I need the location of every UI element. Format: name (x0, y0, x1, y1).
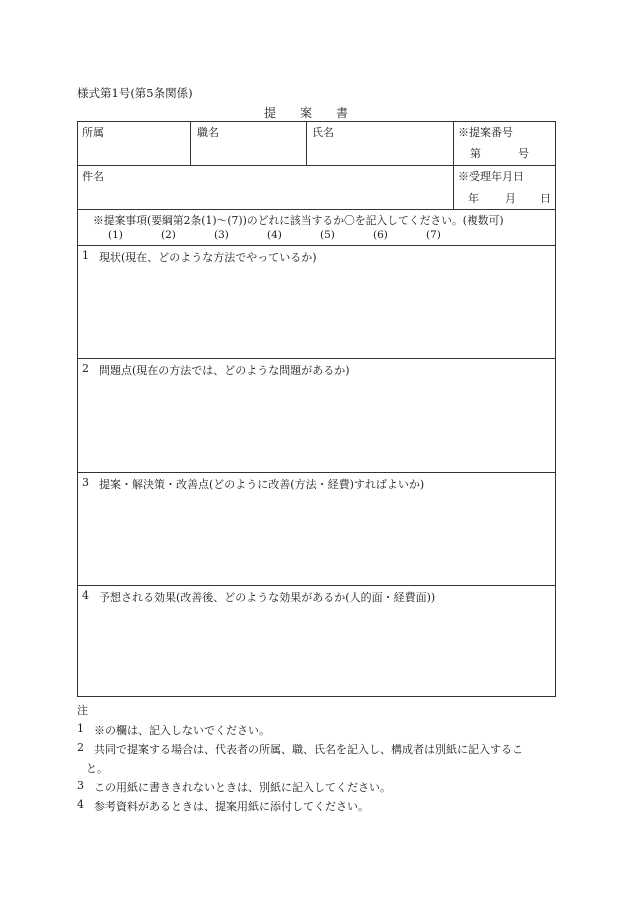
row-divider (77, 165, 556, 166)
note-number: 3 (77, 779, 84, 792)
col-divider (306, 121, 307, 165)
row-divider (77, 472, 556, 473)
col-divider (453, 121, 454, 209)
note-text: ※の欄は、記入しないでください。 (94, 724, 270, 737)
form-code: 様式第1号(第5条関係) (77, 86, 193, 100)
month-label: 月 (505, 192, 516, 205)
page-title (264, 104, 372, 121)
item-option: (7) (426, 229, 441, 241)
row-divider (77, 245, 556, 246)
item-option: (2) (161, 229, 176, 241)
position-label: 職名 (197, 126, 219, 139)
subject-label: 件名 (82, 170, 104, 183)
item-option: (3) (214, 229, 229, 241)
section-number: 1 (82, 249, 89, 262)
section-number: 3 (82, 476, 89, 489)
title-char: 書 (336, 106, 349, 120)
note-item (77, 722, 270, 737)
received-date-label: ※受理年月日 (458, 170, 524, 183)
row-divider (77, 585, 556, 586)
note-item (77, 741, 523, 756)
section-problems-label: 問題点(現在の方法では、どのような問題があるか) (99, 364, 350, 377)
notes-heading: 注 (77, 704, 88, 717)
section-current-state-label: 現状(現在、どのような方法でやっているか) (99, 251, 317, 264)
note-text: この用紙に書ききれないときは、別紙に記入してください。 (94, 781, 391, 794)
note-item (77, 798, 369, 813)
item-option: (1) (108, 229, 123, 241)
item-option: (4) (267, 229, 282, 241)
title-char: 提 (264, 106, 277, 120)
year-label: 年 (468, 192, 479, 205)
note-number: 4 (77, 798, 84, 811)
section-number: 4 (82, 589, 89, 602)
note-item (77, 779, 391, 794)
row-divider (77, 209, 556, 210)
item-option: (6) (373, 229, 388, 241)
affiliation-label: 所属 (82, 126, 104, 139)
note-number: 1 (77, 722, 84, 735)
section-number: 2 (82, 362, 89, 375)
note-text: 参考資料があるときは、提案用紙に添付してください。 (94, 800, 369, 813)
day-label: 日 (540, 192, 551, 205)
proposal-number-label: ※提案番号 (458, 126, 513, 139)
item-option: (5) (320, 229, 335, 241)
note-number: 2 (77, 741, 84, 754)
proposal-form-table (77, 121, 556, 697)
note-text-continued: と。 (86, 762, 108, 775)
note-text: 共同で提案する場合は、代表者の所属、職、氏名を記入し、構成者は別紙に記入するこ (94, 743, 523, 756)
proposal-number-suffix: 号 (518, 147, 529, 160)
section-expected-effect-label: 予想される効果(改善後、どのような効果があるか(人的面・経費面)) (99, 591, 436, 604)
section-solution-label: 提案・解決策・改善点(どのように改善(方法・経費)すればよいか) (99, 478, 425, 491)
name-label: 氏名 (312, 126, 334, 139)
proposal-number-prefix: 第 (470, 147, 481, 160)
title-char: 案 (300, 106, 313, 120)
items-instruction: ※提案事項(要綱第2条(1)～(7))のどれに該当するか〇を記入してください。(複数可) (93, 214, 504, 227)
row-divider (77, 358, 556, 359)
col-divider (190, 121, 191, 165)
